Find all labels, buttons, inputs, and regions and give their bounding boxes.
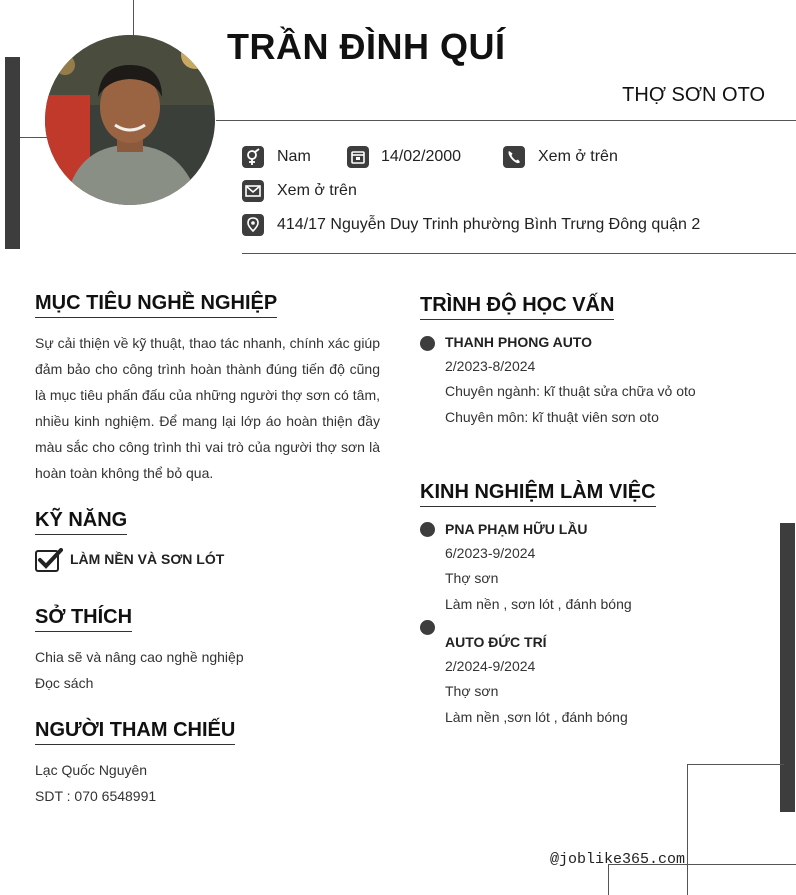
education-specialty: Chuyên môn: kĩ thuật viên sơn oto <box>445 409 659 425</box>
education-school: THANH PHONG AUTO <box>445 334 592 350</box>
phone-value: Xem ở trên <box>538 148 618 165</box>
skill-item: LÀM NỀN VÀ SƠN LÓT <box>70 551 225 567</box>
header-divider-top <box>216 120 796 121</box>
calendar-icon <box>347 146 369 168</box>
profile-photo <box>45 35 215 205</box>
photo-connector-line <box>20 137 50 138</box>
left-accent-bar <box>5 57 20 249</box>
gender-icon <box>242 146 264 168</box>
objective-title: MỤC TIÊU NGHỀ NGHIỆP <box>35 292 277 318</box>
experience-title: KINH NGHIỆM LÀM VIỆC <box>420 481 656 507</box>
job-company: PNA PHẠM HỮU LẦU <box>445 521 588 537</box>
timeline-dot <box>420 336 435 351</box>
bottom-frame-box <box>608 864 796 895</box>
education-title: TRÌNH ĐỘ HỌC VẤN <box>420 294 614 320</box>
hobbies-title: SỞ THÍCH <box>35 606 132 632</box>
email-value: Xem ở trên <box>277 182 357 199</box>
skills-title: KỸ NĂNG <box>35 509 127 535</box>
job-description: Làm nền , sơn lót , đánh bóng <box>445 596 632 612</box>
address-value: 414/17 Nguyễn Duy Trinh phường Bình Trưng Đông quận 2 <box>277 216 701 233</box>
job-description: Làm nền ,sơn lót , đánh bóng <box>445 709 628 725</box>
candidate-name: TRẦN ĐÌNH QUÍ <box>227 26 506 67</box>
job-title: THỢ SƠN OTO <box>622 84 765 106</box>
birthday-value: 14/02/2000 <box>381 148 462 165</box>
phone-icon <box>503 146 525 168</box>
reference-name: Lạc Quốc Nguyên <box>35 762 148 778</box>
header-divider-bottom <box>242 253 796 254</box>
hobby-item: Đọc sách <box>35 675 94 691</box>
timeline-dot <box>420 522 435 537</box>
job-role: Thợ sơn <box>445 570 499 586</box>
job-period: 6/2023-9/2024 <box>445 545 536 561</box>
objective-text: Sự cải thiện về kỹ thuật, thao tác nhanh, chính xác giúp đảm bảo cho công trình hoàn thành đúng tiến độ cũng là mục tiêu phấn đấu của những người thợ sơn có tâm, nhiều kinh nghiệm. Để mang lại lớp áo hoàn thiện đầy màu sắc cho công trình thì vai trò của người thợ sơn là hoàn toàn không thể bỏ qua. <box>35 335 380 481</box>
timeline-dot <box>420 620 435 635</box>
education-period: 2/2023-8/2024 <box>445 358 536 374</box>
gender-value: Nam <box>277 148 311 165</box>
education-major: Chuyên ngành: kĩ thuật sửa chữa vỏ oto <box>445 383 696 399</box>
email-icon <box>242 180 264 202</box>
top-vertical-line <box>133 0 134 36</box>
watermark: @joblike365.com <box>550 851 686 868</box>
references-title: NGƯỜI THAM CHIẾU <box>35 719 235 745</box>
hobby-item: Chia sẽ và nâng cao nghề nghiệp <box>35 649 244 665</box>
reference-phone: SDT : 070 6548991 <box>35 788 157 804</box>
location-icon <box>242 214 264 236</box>
job-company: AUTO ĐỨC TRÍ <box>445 634 547 650</box>
job-role: Thợ sơn <box>445 683 499 699</box>
checkbox-icon <box>35 548 61 572</box>
job-period: 2/2024-9/2024 <box>445 658 536 674</box>
